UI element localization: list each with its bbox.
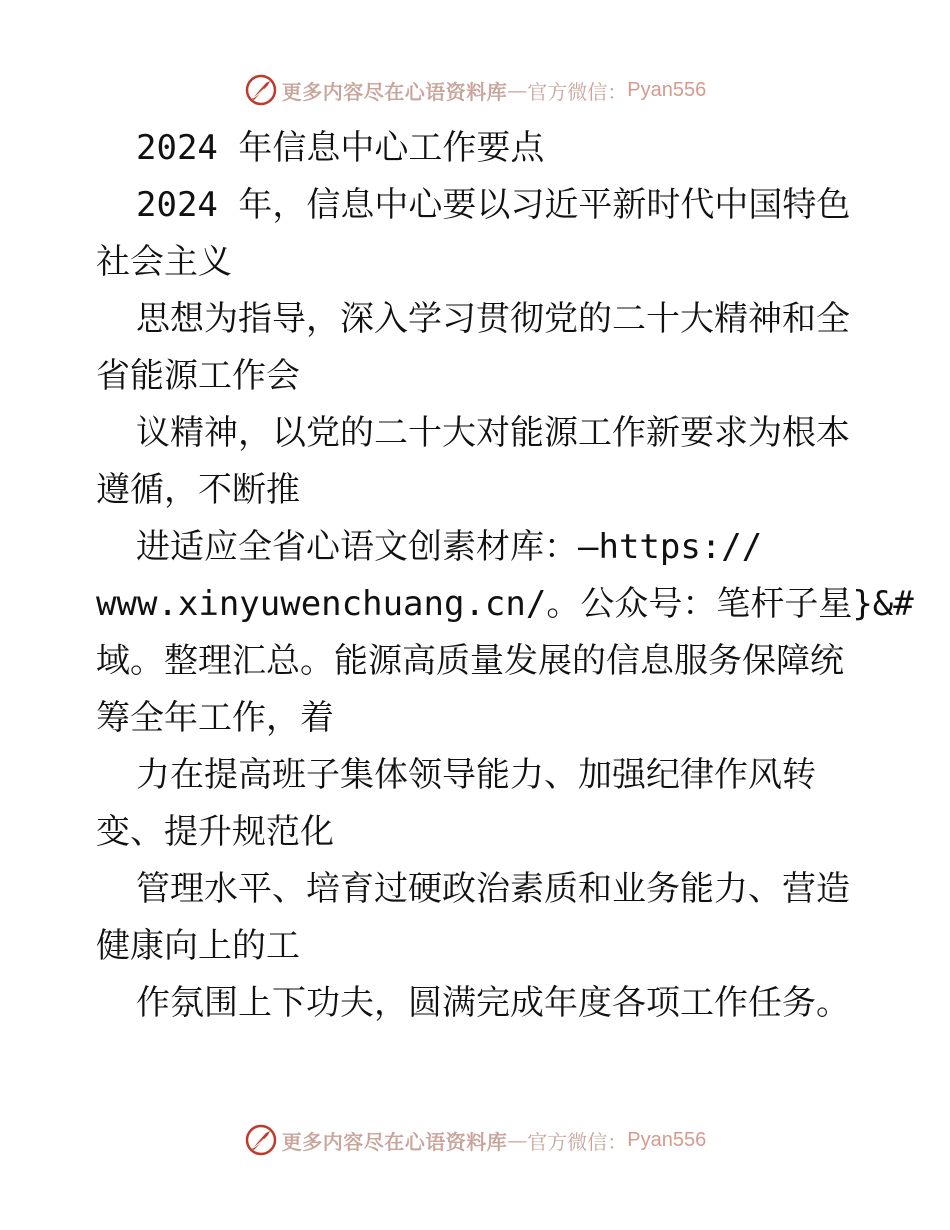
paragraph-line: www.xinyuwenchuang.cn/。公众号：笔杆子星}&# <box>96 584 914 624</box>
paragraph-line: 遵循，不断推 <box>96 470 300 510</box>
paragraph-line: 进适应全省心语文创素材库：—https:// <box>136 527 763 567</box>
watermark-official-label: 官方微信： <box>527 1129 628 1154</box>
paragraph-line: 作氛围上下功夫，圆满完成年度各项工作任务。 <box>136 983 850 1023</box>
quill-pen-logo-icon <box>244 73 278 107</box>
watermark-wechat-id: Pyan556 <box>627 1128 707 1151</box>
paragraph-line: 变、提升规范化 <box>96 812 334 852</box>
paragraph-line: 社会主义 <box>96 242 232 282</box>
header-watermark <box>0 70 950 110</box>
footer-watermark <box>0 1120 950 1160</box>
watermark-dash: — <box>507 1128 528 1152</box>
watermark-official-label: 官方微信： <box>527 79 628 104</box>
document-title: 2024 年信息中心工作要点 <box>136 128 545 168</box>
watermark-site-text: 更多内容尽在心语资料库 <box>281 79 508 104</box>
watermark-dash: — <box>507 78 528 102</box>
paragraph-line: 2024 年，信息中心要以习近平新时代中国特色 <box>136 185 851 225</box>
paragraph-line: 域。整理汇总。能源高质量发展的信息服务保障统 <box>96 641 844 681</box>
document-body <box>96 120 914 1032</box>
watermark-wechat-id: Pyan556 <box>627 78 707 101</box>
paragraph-line: 议精神，以党的二十大对能源工作新要求为根本 <box>136 413 850 453</box>
paragraph-line: 健康向上的工 <box>96 926 300 966</box>
paragraph-line: 力在提高班子集体领导能力、加强纪律作风转 <box>136 755 816 795</box>
paragraph-line: 省能源工作会 <box>96 356 300 396</box>
paragraph-line: 思想为指导，深入学习贯彻党的二十大精神和全 <box>136 299 850 339</box>
paragraph-line: 筹全年工作，着 <box>96 698 334 738</box>
paragraph-line: 管理水平、培育过硬政治素质和业务能力、营造 <box>136 869 850 909</box>
quill-pen-logo-icon <box>244 1123 278 1157</box>
watermark-site-text: 更多内容尽在心语资料库 <box>281 1129 508 1154</box>
